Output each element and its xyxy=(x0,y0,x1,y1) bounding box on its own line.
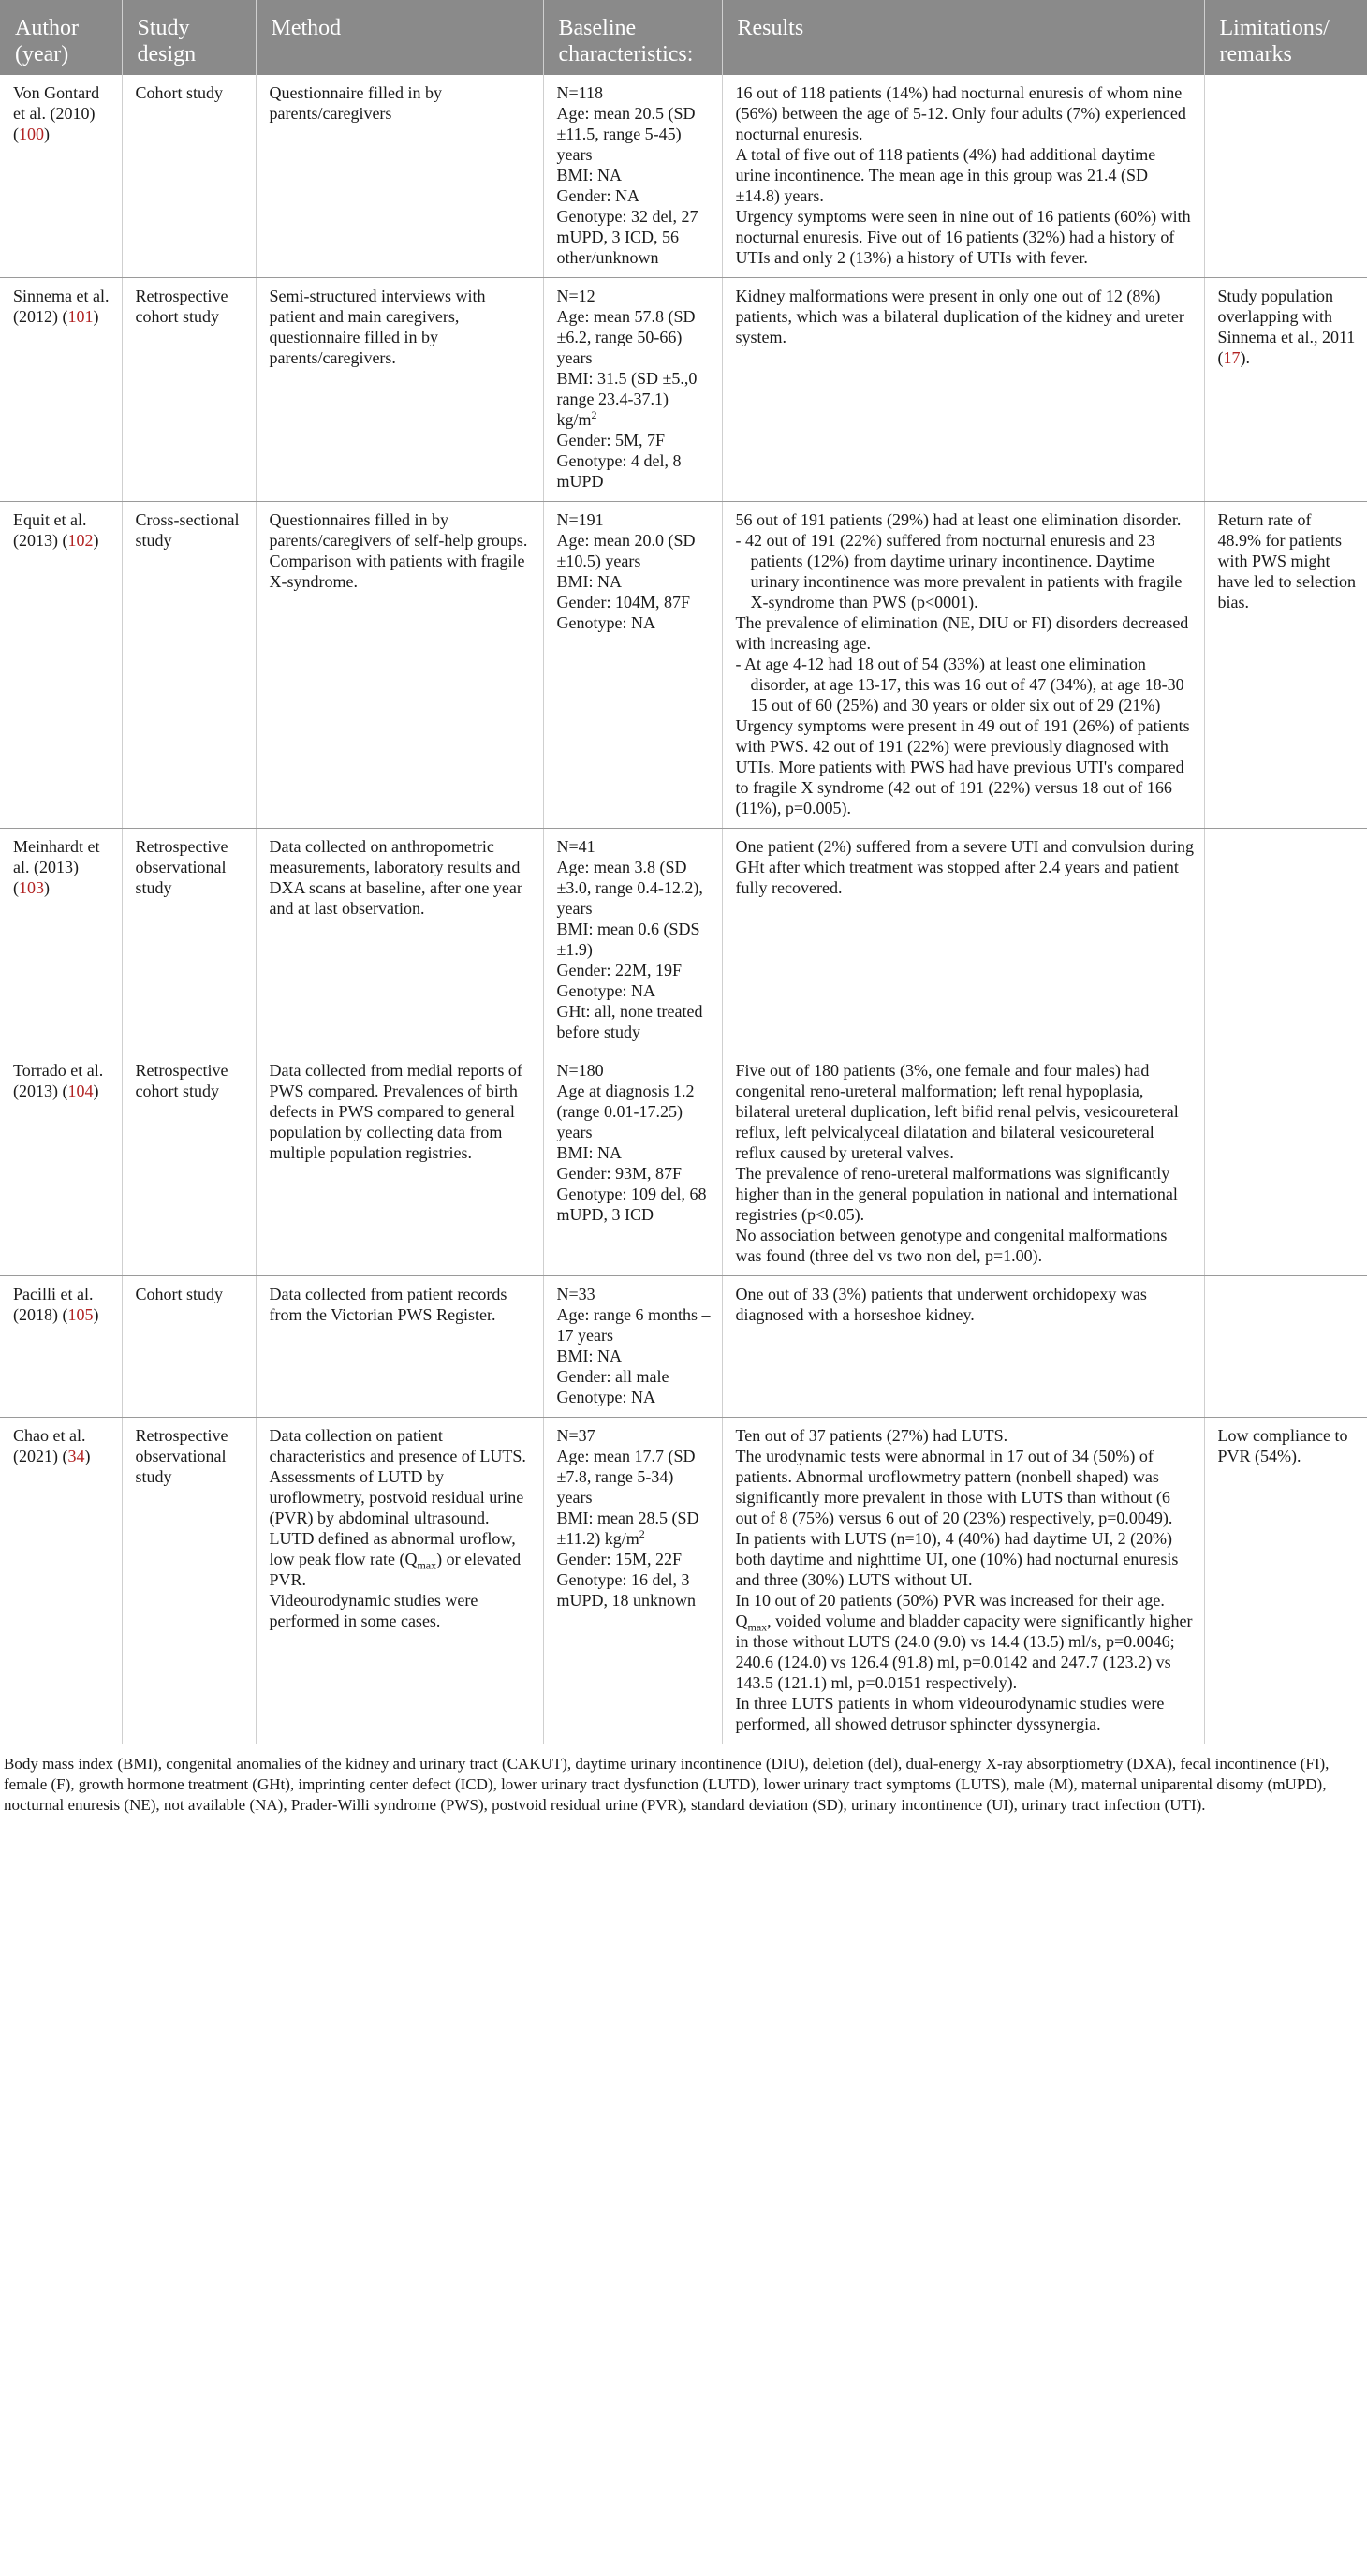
table-row xyxy=(0,829,1367,1052)
table-row xyxy=(0,502,1367,829)
author-cell: Torrado et al. (2013) (104) xyxy=(0,1052,122,1276)
header-remarks: Limitations/ remarks xyxy=(1204,0,1367,75)
baseline-cell: N=37 Age: mean 17.7 (SD ±7.8, range 5-34) years BMI: mean 28.5 (SD ±11.2) $kg/m^2$ Gender: 15M, 22F Genotype: 16 del, 3 mUPD, 18 unknown xyxy=(543,1418,722,1744)
reference-link[interactable]: 103 xyxy=(19,878,44,897)
baseline-cell: N=41 Age: mean 3.8 (SD ±3.0, range 0.4-12.2), years BMI: mean 0.6 (SDS ±1.9) Gender: 22M, 19F Genotype: NA GHt: all, none treated before study xyxy=(543,829,722,1052)
baseline-cell: N=180 Age at diagnosis 1.2 (range 0.01-17.25) years BMI: NA Gender: 93M, 87F Genotype: 109 del, 68 mUPD, 3 ICD xyxy=(543,1052,722,1276)
author-cell: Meinhardt et al. (2013) (103) xyxy=(0,829,122,1052)
remarks-cell: Low compliance to PVR (54%). xyxy=(1204,1418,1367,1744)
author-cell: Equit et al. (2013) (102) xyxy=(0,502,122,829)
baseline-cell: N=33 Age: range 6 months – 17 years BMI: NA Gender: all male Genotype: NA xyxy=(543,1276,722,1418)
method-cell: Questionnaires filled in by parents/caregivers of self-help groups. Comparison with patients with fragile X-syndrome. xyxy=(256,502,543,829)
author-cell: Chao et al. (2021) (34) xyxy=(0,1418,122,1744)
baseline-cell: N=118 Age: mean 20.5 (SD ±11.5, range 5-45) years BMI: NA Gender: NA Genotype: 32 del, 27 mUPD, 3 ICD, 56 other/unknown xyxy=(543,75,722,278)
results-cell: Ten out of 37 patients (27%) had LUTS. The urodynamic tests were abnormal in 17 out of 34 (50%) of patients. Abnormal uroflowmetry pattern (nonbell shaped) was significantly more prevalent in those with LUTS than without (6 out of 8 (75%) versus 6 out of 20 (23%) respectively, p=0.0049). In patients with LUTS (n=10), 4 (40%) had daytime UI, 2 (20%) both daytime and nighttime UI, one (10%) had nocturnal enuresis and three (30%) LUTS without UI. In 10 out of 20 patients (50%) PVR was increased for their age. $Q_{max}$, voided volume and bladder capacity were significantly higher in those without LUTS (24.0 (9.0) vs 14.4 (13.5) ml/s, p=0.0046; 240.6 (124.0) vs 126.4 (91.8) ml, p=0.0142 and 247.7 (123.2) vs 143.5 (121.1) ml, p=0.0151 respectively). In three LUTS patients in whom videourodynamic studies were performed, all showed detrusor sphincter dyssynergia. xyxy=(722,1418,1204,1744)
author-cell: Von Gontard et al. (2010) (100) xyxy=(0,75,122,278)
results-cell: 16 out of 118 patients (14%) had nocturnal enuresis of whom nine (56%) between the age of 5-12. Only four adults (7%) experienced nocturnal enuresis. A total of five out of 118 patients (4%) had additional daytime urine incontinence. The mean age in this group was 21.4 (SD ±14.8) years. Urgency symptoms were seen in nine out of 16 patients (60%) with nocturnal enuresis. Five out of 16 patients (32%) had a history of UTIs and only 2 (13%) a history of UTIs with fever. xyxy=(722,75,1204,278)
baseline-cell: N=191 Age: mean 20.0 (SD ±10.5) years BMI: NA Gender: 104M, 87F Genotype: NA xyxy=(543,502,722,829)
table-row xyxy=(0,278,1367,502)
remarks-cell xyxy=(1204,829,1367,1052)
remarks-cell: Return rate of 48.9% for patients with PWS might have led to selection bias. xyxy=(1204,502,1367,829)
method-cell: Data collected on anthropometric measurements, laboratory results and DXA scans at baseline, after one year and at last observation. xyxy=(256,829,543,1052)
reference-link[interactable]: 105 xyxy=(67,1305,94,1324)
reference-link[interactable]: 102 xyxy=(67,531,94,550)
design-cell: Cross-sectional study xyxy=(122,502,256,829)
method-cell: Questionnaire filled in by parents/caregivers xyxy=(256,75,543,278)
reference-link[interactable]: 101 xyxy=(67,307,94,326)
design-cell: Retrospective cohort study xyxy=(122,1052,256,1276)
reference-link[interactable]: 17 xyxy=(1223,348,1241,367)
design-cell: Retrospective observational study xyxy=(122,829,256,1052)
header-results: Results xyxy=(722,0,1204,75)
remarks-cell: Study population overlapping with Sinnema et al., 2011 (17). xyxy=(1204,278,1367,502)
reference-link[interactable]: 100 xyxy=(19,125,44,143)
remarks-cell xyxy=(1204,1052,1367,1276)
results-cell: One patient (2%) suffered from a severe UTI and convulsion during GHt after which treatment was stopped after 2.4 years and patient fully recovered. xyxy=(722,829,1204,1052)
header-author: Author (year) xyxy=(0,0,122,75)
results-cell: One out of 33 (3%) patients that underwent orchidopexy was diagnosed with a horseshoe kidney. xyxy=(722,1276,1204,1418)
results-cell: Five out of 180 patients (3%, one female and four males) had congenital reno-ureteral malformation; left renal hypoplasia, bilateral ureteral duplication, left bifid renal pelvis, vesicoureteral reflux, left pelvicalyceal dilatation and bilateral vesicoureteral reflux caused by ureteral valves. The prevalence of reno-ureteral malformations was significantly higher than in the general population in national and international registries (p<0.05). No association between genotype and congenital malformations was found (three del vs two non del, p=1.00). xyxy=(722,1052,1204,1276)
method-cell: Semi-structured interviews with patient and main caregivers, questionnaire filled in by parents/caregivers. xyxy=(256,278,543,502)
remarks-cell xyxy=(1204,1276,1367,1418)
table-row xyxy=(0,75,1367,278)
table-row xyxy=(0,1418,1367,1744)
method-cell: Data collected from medial reports of PWS compared. Prevalences of birth defects in PWS compared to general population by collecting data from multiple population registries. xyxy=(256,1052,543,1276)
design-cell: Cohort study xyxy=(122,75,256,278)
author-cell: Sinnema et al. (2012) (101) xyxy=(0,278,122,502)
header-baseline: Baseline characteristics: xyxy=(543,0,722,75)
reference-link[interactable]: 104 xyxy=(67,1082,94,1100)
results-cell: Kidney malformations were present in only one out of 12 (8%) patients, which was a bilateral duplication of the kidney and ureter system. xyxy=(722,278,1204,502)
table-row xyxy=(0,1052,1367,1276)
baseline-cell: N=12 Age: mean 57.8 (SD ±6.2, range 50-66) years BMI: 31.5 (SD ±5.,0 range 23.4-37.1) $kg/m^2$ Gender: 5M, 7F Genotype: 4 del, 8 mUPD xyxy=(543,278,722,502)
remarks-cell xyxy=(1204,75,1367,278)
author-cell: Pacilli et al. (2018) (105) xyxy=(0,1276,122,1418)
design-cell: Retrospective observational study xyxy=(122,1418,256,1744)
table-footnote: Body mass index (BMI), congenital anomalies of the kidney and urinary tract (CAKUT), daytime urinary incontinence (DIU), deletion (del), dual-energy X-ray absorptiometry (DXA), fecal incontinence (FI), female (F), growth hormone treatment (GHt), imprinting center defect (ICD), lower urinary tract dysfunction (LUTD), lower urinary tract symptoms (LUTS), male (M), maternal uniparental disomy (mUPD), nocturnal enuresis (NE), not available (NA), Prader-Willi syndrome (PWS), postvoid residual urine (PVR), standard deviation (SD), urinary incontinence (UI), urinary tract infection (UTI). xyxy=(4,1755,1330,1814)
header-method: Method xyxy=(256,0,543,75)
method-cell: Data collection on patient characteristics and presence of LUTS. Assessments of LUTD by uroflowmetry, postvoid residual urine (PVR) by abdominal ultrasound. LUTD defined as abnormal uroflow, low peak flow rate $(Q_{max})$ or elevated PVR. Videourodynamic studies were performed in some cases. xyxy=(256,1418,543,1744)
table-row xyxy=(0,1276,1367,1418)
header-design: Study design xyxy=(122,0,256,75)
method-cell: Data collected from patient records from the Victorian PWS Register. xyxy=(256,1276,543,1418)
design-cell: Cohort study xyxy=(122,1276,256,1418)
header-row xyxy=(0,0,1367,75)
results-cell: 56 out of 191 patients (29%) had at least one elimination disorder. - 42 out of 191 (22%) suffered from nocturnal enuresis and 23 patients (12%) from daytime urinary incontinence. Daytime urinary incontinence was more prevalent in patients with fragile X-syndrome than PWS (p<0001). The prevalence of elimination (NE, DIU or FI) disorders decreased with increasing age. - At age 4-12 had 18 out of 54 (33%) at least one elimination disorder, at age 13-17, this was 16 out of 47 (34%), at age 18-30 15 out of 60 (25%) and 30 years or older six out of 29 (21%) Urgency symptoms were present in 49 out of 191 (26%) of patients with PWS. 42 out of 191 (22%) were previously diagnosed with UTIs. More patients with PWS had have previous UTI's compared to fragile X syndrome (42 out of 191 (22%) versus 18 out of 166 (11%), p=0.005). xyxy=(722,502,1204,829)
reference-link[interactable]: 34 xyxy=(67,1447,85,1465)
design-cell: Retrospective cohort study xyxy=(122,278,256,502)
